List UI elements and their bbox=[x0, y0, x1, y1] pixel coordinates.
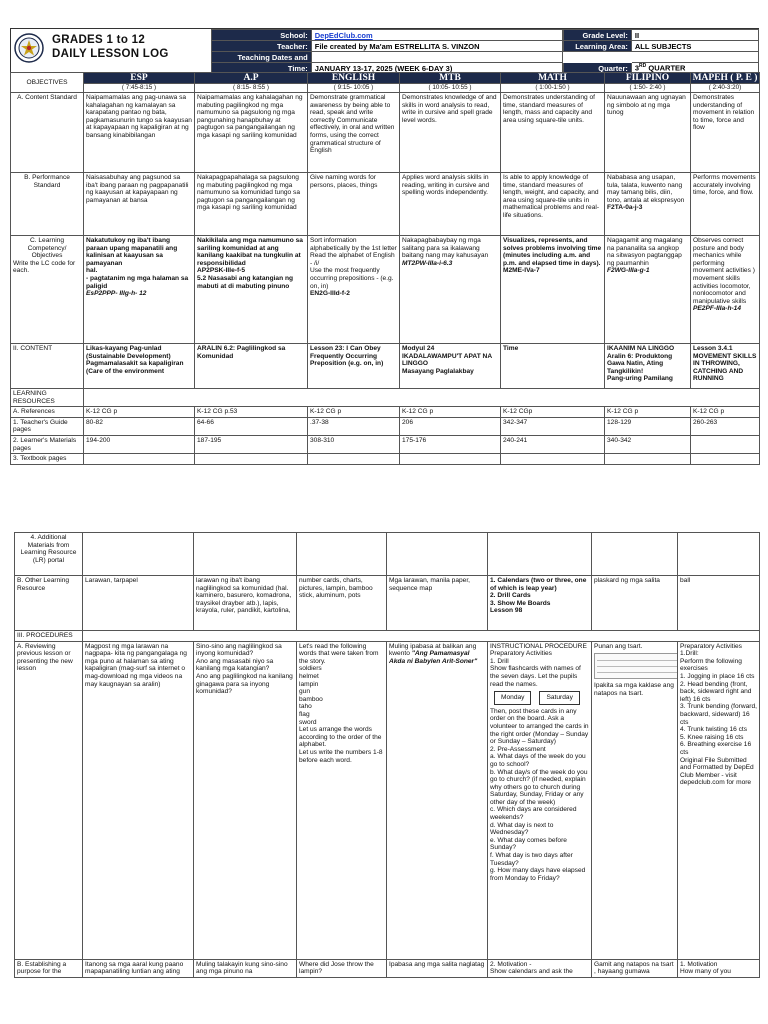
mtb-lc-code: MT2PW-IIIa-i-6.3 bbox=[402, 259, 453, 267]
performance-standard-label: B. Performance Standard bbox=[11, 173, 84, 236]
ref-mapeh: K-12 CG p bbox=[691, 407, 760, 418]
other-esp: Larawan, tarpapel bbox=[83, 576, 194, 631]
am-esp bbox=[83, 533, 194, 576]
filipino-lc-code: F2WG-IIIa-g-1 bbox=[607, 267, 650, 275]
lm-math: 240-241 bbox=[501, 435, 605, 453]
ref-ap: K-12 CG p.53 bbox=[195, 407, 308, 418]
filipino-chart-image bbox=[594, 653, 678, 679]
ap-lc-code: AP2PSK-IIIe-f-5 bbox=[197, 267, 245, 275]
purpose-esp: Itanong sa mga aaral kung paano mapapanatiling luntian ang ating bbox=[83, 959, 194, 977]
am-math bbox=[488, 533, 592, 576]
review-filipino: Punan ang tsart. Ipakita sa mga kaklase ang natapos na tsart. bbox=[592, 641, 678, 959]
quarter-value: 3RD QUARTER bbox=[631, 63, 758, 74]
content-esp: Likas-kayang Pag-unlad (Sustainable Development) Pagmamalasakit sa kapaligiran (Care of the environment bbox=[84, 344, 195, 389]
dates-value: JANUARY 13-17, 2025 (WEEK 6-DAY 3) bbox=[311, 63, 562, 74]
other-mapeh: ball bbox=[678, 576, 760, 631]
content-label: II. CONTENT bbox=[11, 344, 84, 389]
purpose-mtb: Ipabasa ang mga salita naglatag bbox=[387, 959, 488, 977]
am-mapeh bbox=[678, 533, 760, 576]
content-math: Time bbox=[501, 344, 605, 389]
meta-right-table bbox=[563, 29, 759, 74]
competency-ap: Nakikilala ang mga namumuno sa sariling komunidad at ang kanilang kaakibat na tungkulin at responsibilidad AP2PSK-IIIe-f-5 5.2 Nasasabi ang katangian ng mabuti at di mabuting pinuno bbox=[195, 236, 308, 344]
subject-ap: A.P bbox=[195, 73, 308, 84]
purpose-label: B. Establishing a purpose for the bbox=[15, 959, 83, 977]
time-mapeh: ( 2:40-3:20) bbox=[691, 84, 760, 93]
other-ap: larawan ng iba't ibang naglilingkod sa komunidad (hal. kaminero, basurero, komadrona, traysikel drayber atb.), lapis, krayola, ruler, pandikit, kartolina, bbox=[194, 576, 297, 631]
additional-materials-label: 4. Additional Materials from Learning Resource (LR) portal bbox=[15, 533, 83, 576]
area-label: Learning Area: bbox=[564, 41, 632, 52]
competency-math: Visualizes, represents, and solves problems involving time (minutes including a.m. and p.m. and elapsed time in days). M2ME-IVa-7 bbox=[501, 236, 605, 344]
other-mtb: Mga larawan, manila paper, sequence map bbox=[387, 576, 488, 631]
school-link[interactable]: DepEdClub.com bbox=[311, 30, 562, 41]
teacher-label: Teacher: bbox=[212, 41, 312, 52]
ref-math: K-12 CGp bbox=[501, 407, 605, 418]
competency-esp: Nakatutukoy ng iba't ibang paraan upang mapanatili ang kalinisan at kaayusan sa pamayanan hal. - pagtatanim ng mga halaman sa paligid EsP2PPP- IIIg-h- 12 bbox=[84, 236, 195, 344]
english-lc-code: EN2G-IIId-f-2 bbox=[310, 290, 350, 298]
subject-esp: ESP bbox=[84, 73, 195, 84]
quarter-label: Quarter: bbox=[564, 63, 632, 74]
content-standard-mapeh: Demonstrates understanding of movement in relation to time, force and flow bbox=[691, 93, 760, 173]
dates-label-2: Time: bbox=[212, 63, 312, 74]
procedures-label: III. PROCEDURES bbox=[15, 631, 83, 642]
lm-esp: 194-200 bbox=[84, 435, 195, 453]
references-label: A. References bbox=[11, 407, 84, 418]
other-english: number cards, charts, pictures, lampin, bamboo stick, aluminum, pots bbox=[297, 576, 387, 631]
lm-ap: 187-195 bbox=[195, 435, 308, 453]
purpose-mapeh: 1. Motivation How many of you bbox=[678, 959, 760, 977]
content-standard-ap: Naipamamalas ang kahalagahan ng mabuting pagilingkod ng mga namumuno sa pagsulong ng mga pangunahing hanapbuhay at pagtugon sa pangangailangan ng mga kasapi ng sariling komunidad bbox=[195, 93, 308, 173]
tg-esp: 80-82 bbox=[84, 417, 195, 435]
content-standard-math: Demonstrates understanding of time, standard measures of length, mass and capacity and area using square-tile units. bbox=[501, 93, 605, 173]
learning-resources-label: LEARNING RESOURCES bbox=[11, 389, 84, 407]
title-line-2: DAILY LESSON LOG bbox=[52, 48, 169, 60]
tg-math: 342-347 bbox=[501, 417, 605, 435]
competency-mtb: Nakapagbabaybay ng mga salitang para sa ikalawang baitang nang may kahusayan MT2PW-IIIa-i-6.3 bbox=[400, 236, 501, 344]
tg-ap: 64-66 bbox=[195, 417, 308, 435]
ref-mtb: K-12 CG p bbox=[400, 407, 501, 418]
content-english: Lesson 23: I Can Obey Frequently Occurring Preposition (e.g. on, in) bbox=[308, 344, 400, 389]
day-card-monday: Monday bbox=[494, 691, 531, 705]
deped-seal-icon bbox=[14, 33, 44, 63]
school-label: School: bbox=[212, 30, 312, 41]
competency-english: Sort information alphabetically by the 1st letter Read the alphabet of English - /i/ Use the most frequently occurring prepositions - (e.g. on, in) EN2G-IIId-f-2 bbox=[308, 236, 400, 344]
objectives-header: OBJECTIVES bbox=[11, 73, 84, 93]
competency-filipino: Nagagamit ang magalang na pananalita sa angkop na sitwasyon pagtanggap ng paumanhin F2WG-IIIa-g-1 bbox=[605, 236, 691, 344]
tg-english: .37-38 bbox=[308, 417, 400, 435]
blank-label bbox=[564, 52, 632, 63]
review-english: Let's read the following words that were taken from the story. soldiers helmet lampin gun bamboo taho flag sword Let us arrange the words according to the order of the alphabet. Let us write the numbers 1-8 before each word. bbox=[297, 641, 387, 959]
tb-label: 3. Textbook pages bbox=[11, 454, 84, 465]
lesson-grid-page1 bbox=[10, 72, 760, 465]
subject-english: ENGLISH bbox=[308, 73, 400, 84]
performance-standard-math: Is able to apply knowledge of time, standard measures of length, weight, and capacity, and area using square-tile units in mathematical problems and real-life situations. bbox=[501, 173, 605, 236]
time-filipino: ( 1:50- 2:40 ) bbox=[605, 84, 691, 93]
math-lc-code: M2ME-IVa-7 bbox=[503, 267, 540, 275]
other-math: 1. Calendars (two or three, one of which is leap year) 2. Drill Cards 3. Show Me Boards Lesson 98 bbox=[488, 576, 592, 631]
dates-blank bbox=[311, 52, 562, 63]
subject-mtb: MTB bbox=[400, 73, 501, 84]
ref-filipino: K-12 CG p bbox=[605, 407, 691, 418]
content-mapeh: Lesson 3.4.1 MOVEMENT SKILLS IN THROWING, CATCHING AND RUNNING bbox=[691, 344, 760, 389]
am-ap bbox=[194, 533, 297, 576]
ref-esp: K-12 CG p bbox=[84, 407, 195, 418]
tg-filipino: 128-129 bbox=[605, 417, 691, 435]
performance-standard-mapeh: Performs movements accurately involving time, force, and flow. bbox=[691, 173, 760, 236]
mapeh-lc-code: PE2PF-IIIa-h-14 bbox=[693, 305, 742, 313]
mtb-story-title: "Ang Pamamasyal Akda ni Babylen Arit-Soner" bbox=[389, 650, 478, 665]
am-filipino bbox=[592, 533, 678, 576]
content-standard-english: Demonstrate grammatical awareness by being able to read, speak and write correctly Communicate effectively, in oral and written forms, using the correct grammatical structure of English bbox=[308, 93, 400, 173]
lr-blank bbox=[84, 389, 760, 407]
area-value: ALL SUBJECTS bbox=[631, 41, 758, 52]
content-standard-esp: Naipamamalas ang pag-unawa sa kahalagahan ng kamalayan sa karapatang pantao ng bata, pagkamasunurin tungo sa kaayusan at kapayapaan ng kapaligiran at ng bansang kinabibilangan bbox=[84, 93, 195, 173]
lm-english: 308-310 bbox=[308, 435, 400, 453]
purpose-ap: Muling talakayin kung sino-sino ang mga pinuno na bbox=[194, 959, 297, 977]
esp-lc-code: EsP2PPP- IIIg-h- 12 bbox=[86, 290, 147, 298]
tb-filipino bbox=[605, 454, 691, 465]
document-title bbox=[52, 33, 169, 61]
filipino-ps-code: F2TA-0a-j-3 bbox=[607, 204, 643, 212]
performance-standard-filipino: Nababasa ang usapan, tula, talata, kuwento nang may tamang bilis, diin, tono, antala at ekspresyon F2TA-0a-j-3 bbox=[605, 173, 691, 236]
time-math: ( 1:00-1:50 ) bbox=[501, 84, 605, 93]
review-mapeh: Preparatory Activities 1.Drill: Perform the following exercises 1. Jogging in place 16 cts 2. Head bending (front, back, sideward right and left) 16 cts 3. Trunk bending (forward, backward, sideward) 16 cts 4. Trunk twisting 16 cts 5. Knee raising 16 cts 6. Breathing exercise 16 cts Original File Submitted and Formatted by DepEd Club Member - visit depedclub.com for more bbox=[678, 641, 760, 959]
tg-label: 1. Teacher's Guide pages bbox=[11, 417, 84, 435]
content-standard-mtb: Demonstrates knowledge of and skills in word analysis to read, write in cursive and spell grade level words. bbox=[400, 93, 501, 173]
tb-esp bbox=[84, 454, 195, 465]
procedures-blank bbox=[83, 631, 760, 642]
am-english bbox=[297, 533, 387, 576]
day-card-saturday: Saturday bbox=[539, 691, 579, 705]
subject-filipino: FILIPINO bbox=[605, 73, 691, 84]
dates-label-1: Teaching Dates and bbox=[212, 52, 312, 63]
tb-english bbox=[308, 454, 400, 465]
subject-mapeh: MAPEH ( P. E ) bbox=[691, 73, 760, 84]
tb-ap bbox=[195, 454, 308, 465]
title-line-1: GRADES 1 to 12 bbox=[52, 34, 146, 46]
performance-standard-mtb: Applies word analysis skills in reading, writing in cursive and spelling words independently. bbox=[400, 173, 501, 236]
lm-mapeh bbox=[691, 435, 760, 453]
competency-mapeh: Observes correct posture and body mechanics while performing movement activities ) movement skills activities locomotor, nonlocomotor and manipulative skills PE2PF-IIIa-h-14 bbox=[691, 236, 760, 344]
time-english: ( 9:15- 10:05 ) bbox=[308, 84, 400, 93]
time-mtb: ( 10:05- 10:55 ) bbox=[400, 84, 501, 93]
lesson-grid-page2 bbox=[14, 532, 760, 978]
content-ap: ARALIN 6.2: Paglilingkod sa Komunidad bbox=[195, 344, 308, 389]
purpose-filipino: Gamit ang natapos na tsart , hayaang gumawa bbox=[592, 959, 678, 977]
meta-left-table bbox=[211, 29, 563, 74]
review-ap: Sino-sino ang naglilingkod sa inyong komunidad? Ano ang masasabi niyo sa kanilang mga katangian? Ano ang paglilingkod na kanilang ginagawa para sa inyong komunidad? bbox=[194, 641, 297, 959]
performance-standard-ap: Nakapagpapahalaga sa pagsulong ng mabuting pagilingkod ng mga namumuno sa komunidad tungo sa pagtugon sa pangangailangan ng mga kasapi ng sariling komunidad bbox=[195, 173, 308, 236]
lm-mtb: 175-176 bbox=[400, 435, 501, 453]
content-mtb: Modyul 24 IKADALAWAMPU'T APAT NA LINGGO Masayang Paglalakbay bbox=[400, 344, 501, 389]
review-mtb: Muling ipabasa at balikan ang kwento "Ang Pamamasyal Akda ni Babylen Arit-Soner" bbox=[387, 641, 488, 959]
ref-english: K-12 CG p bbox=[308, 407, 400, 418]
tb-mtb bbox=[400, 454, 501, 465]
tg-mtb: 206 bbox=[400, 417, 501, 435]
lm-label: 2. Learner's Materials pages bbox=[11, 435, 84, 453]
performance-standard-esp: Naisasabuhay ang pagsunod sa iba't ibang paraan ng pagpapanatili ng kaayusan at kapayapaan ng pamayanan at bansa bbox=[84, 173, 195, 236]
tb-math bbox=[501, 454, 605, 465]
content-filipino: IKAANIM NA LINGGO Aralin 6: Produktong Gawa Natin, Ating Tangkilikin! Pang-uring Pamilang bbox=[605, 344, 691, 389]
content-standard-filipino: Nauunawaan ang ugnayan ng simbolo at ng mga tunog bbox=[605, 93, 691, 173]
grade-label: Grade Level: bbox=[564, 30, 632, 41]
other-filipino: plaskard ng mga salita bbox=[592, 576, 678, 631]
competency-label: C. Learning Competency/ Objectives Write the LC code for each. bbox=[11, 236, 84, 344]
other-resource-label: B. Other Learning Resource bbox=[15, 576, 83, 631]
grade-value: II bbox=[631, 30, 758, 41]
blank-value bbox=[631, 52, 758, 63]
performance-standard-english: Give naming words for persons, places, things bbox=[308, 173, 400, 236]
review-esp: Magpost ng mga larawan na nagpapa- kita ng pangangalaga ng mga puno at halaman sa ating kapaligiran (mag-surf sa internet o mag-download ng mga videos na may kaugnayan sa aralin) bbox=[83, 641, 194, 959]
am-mtb bbox=[387, 533, 488, 576]
lm-filipino: 340-342 bbox=[605, 435, 691, 453]
tg-mapeh: 260-263 bbox=[691, 417, 760, 435]
purpose-math: 2. Motivation - Show calendars and ask the bbox=[488, 959, 592, 977]
review-label: A. Reviewing previous lesson or presenting the new lesson bbox=[15, 641, 83, 959]
teacher-value: File created by Ma'am ESTRELLITA S. VINZON bbox=[311, 41, 562, 52]
tb-mapeh bbox=[691, 454, 760, 465]
content-standard-label: A. Content Standard bbox=[11, 93, 84, 173]
review-math: INSTRUCTIONAL PROCEDURE Preparatory Activities 1. Drill Show flashcards with names of the seven days. Let the pupils read the names. Monday Saturday Then, post these cards in any order on the board. Ask a volunteer to arranged the cards in the right order (Monday – Sunday or Sunday – Saturday) 2. Pre-Assessment a. What days of the week do you go to school? b. What day/s of the week do you go to church? (if needed, explain why others go to church during Saturday, Sunday, Friday or any other day of the week) c. Which days are considered weekends? d. What day is next to Wednesday? e. What day comes before Sunday? f. What day is two days after Tuesday? g. How many days have elapsed from Monday to Friday? bbox=[488, 641, 592, 959]
purpose-english: Where did Jose throw the lampin? bbox=[297, 959, 387, 977]
time-esp: ( 7:45-8:15 ) bbox=[84, 84, 195, 93]
time-ap: ( 8:15- 8:55 ) bbox=[195, 84, 308, 93]
subject-math: MATH bbox=[501, 73, 605, 84]
